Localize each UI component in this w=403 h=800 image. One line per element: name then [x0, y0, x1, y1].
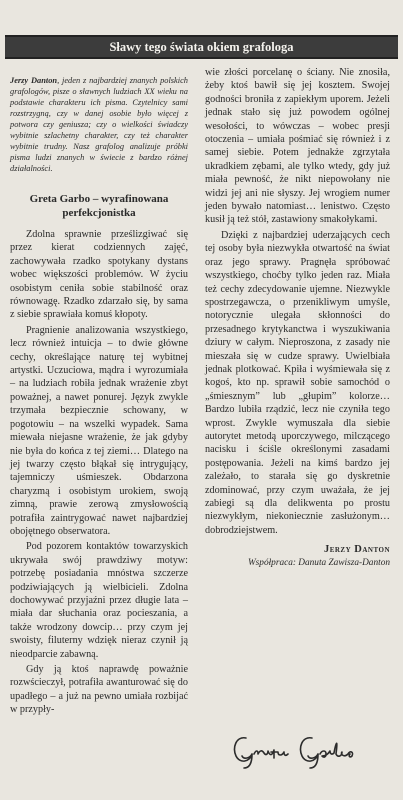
paragraph: Pod pozorem kontaktów towarzyskich ukrywała swój prawdziwy motyw: potrzebę posiadania mnóstwa szczerze podziwiających ją wielbicieli. Zdolna dochowywać przyjaźni przez długie lata – miała dar słuchania oraz pocieszania, a także wrodzony dowcip… przy czym jej swoisty, filuterny wdzięk nieraz czynił ją nieodparcie zabawną. — [10, 541, 188, 660]
section-heading: Greta Garbo – wyrafinowana perfekcjonistka — [29, 193, 169, 219]
paragraph: Gdy ją ktoś naprawdę poważnie rozwścieczył, potrafiła awanturować się do upadłego – a już na pewno umiała rozbijać w przypły- — [10, 664, 188, 716]
collab-label: Współpraca: — [247, 557, 296, 568]
paragraph: Dzięki z najbardziej uderzających cech tej osoby była niezwykła otwartość na świat oraz jego sprawy. Pragnęła spróbować wszystkiego, choćby tylko jeden raz. Miała też cechy zdecydowanie ujemne. Niezwykle spostrzegawcza, o przenikliwym umyśle, notorycznie ulegała skłonności do przesadnego krytykanctwa i wyszukiwania dziury w całym. Nieproszona, z zasady nie mieszała się w cudze sprawy. Uwielbiała jednak plotkować. Kpiła i wyśmiewała się z kogoś, kto np. sprawił sobie samochód o „śmiesznym” lub „głupim” kolorze… Bardzo lubiła rządzić, lecz nie czyniła tego wprost. Zwykle wymuszała dla siebie autorytet metodą uporczywego, milczącego nacisku i ściśle określonymi zasadami postępowania. Jeżeli na kimś bardzo jej zależało, to starała się go dyskretnie zdominować, przy czym uważała, że jej zabiegi są dla delikwenta po prostu niezwykłym, niekoniecznie zasłużonym… dobrodziejstwem. — [205, 229, 390, 536]
collaboration-credit — [205, 557, 390, 569]
paragraph: Zdolna sprawnie prześlizgiwać się przez kierat codziennych zajęć, zachowywała rzadko spotykany dystans wobec większości problemów. W życiu osobistym ceniła sobie stabilność oraz równowagę. Rzadko zdarzało się, by sama z siebie sprawiała komuś kłopoty. — [10, 229, 188, 321]
signature-author: Jerzy Danton — [323, 544, 390, 556]
greta-garbo-autograph-image — [228, 724, 378, 772]
article-header-bar — [5, 35, 398, 59]
intro-paragraph — [10, 75, 188, 174]
collab-name: Danuta Zawisza-Danton — [298, 557, 390, 568]
paragraph: Pragnienie analizowania wszystkiego, lecz również intuicja – to dwie główne cechy, określające naturę tej wybitnej artystki. Uczuciowa, mądra i wyrozumiała – na ludziach robiła jednak wrażenie zbyt poważnej, a nawet ponurej. Język zwykle trzymała bezpiecznie schowany, w pogotowiu – na wszelki wypadek. Sama miewała niejasne wrażenie, że jak gdyby nie była do końca z tej ziemi… Dlatego na jej twarzy często błąkał się intrygujący, tajemniczy uśmieszek. Obdarzona charyzmą i osobistym urokiem, swoją zimną, prawie zerową zmysłowością potrafiła zaintrygować nawet najbardziej obojętnego obserwatora. — [10, 324, 188, 537]
left-column — [10, 65, 188, 719]
article-title: Sławy tego świata okiem grafologa — [109, 40, 294, 54]
paragraph: wie złości porcelanę o ściany. Nie znosiła, żeby ktoś bawił się jej kosztem. Swojej godności broniła z zapiekłym uporem. Jeżeli jednak stało się już powodem ogólnej wesołości, to wówczas – wobec presji otoczenia – umiała pośmiać się również i z samej siebie. Potem jednakże zgrzytała ukradkiem zębami, ale tylko wtedy, gdy już miała pewność, że nikt niepowołany nie widzi jej ani nie słyszy. Jej wrogiem numer jeden bywało natomiast… lenistwo. Często kusił ją też stół, zastawiony smakołykami. — [205, 67, 390, 226]
intro-author: Jerzy Danton — [10, 76, 58, 85]
intro-text: , jeden z najbardziej znanych polskich grafologów, pisze o sławnych ludziach XX wieku na podstawie charakteru ich pisma. Czytelnicy sami rozstrzygną, czy w danej osobie było więcej z potwora czy geniusza; czy o wielkości świadczy wybitnie szlachetny charakter, czy też charakter wybitnie trudny. Nasz grafolog analizuje próbki pisma ludzi znanych w świecie z bardzo różnej działalności. — [10, 76, 188, 173]
right-column — [205, 66, 390, 569]
